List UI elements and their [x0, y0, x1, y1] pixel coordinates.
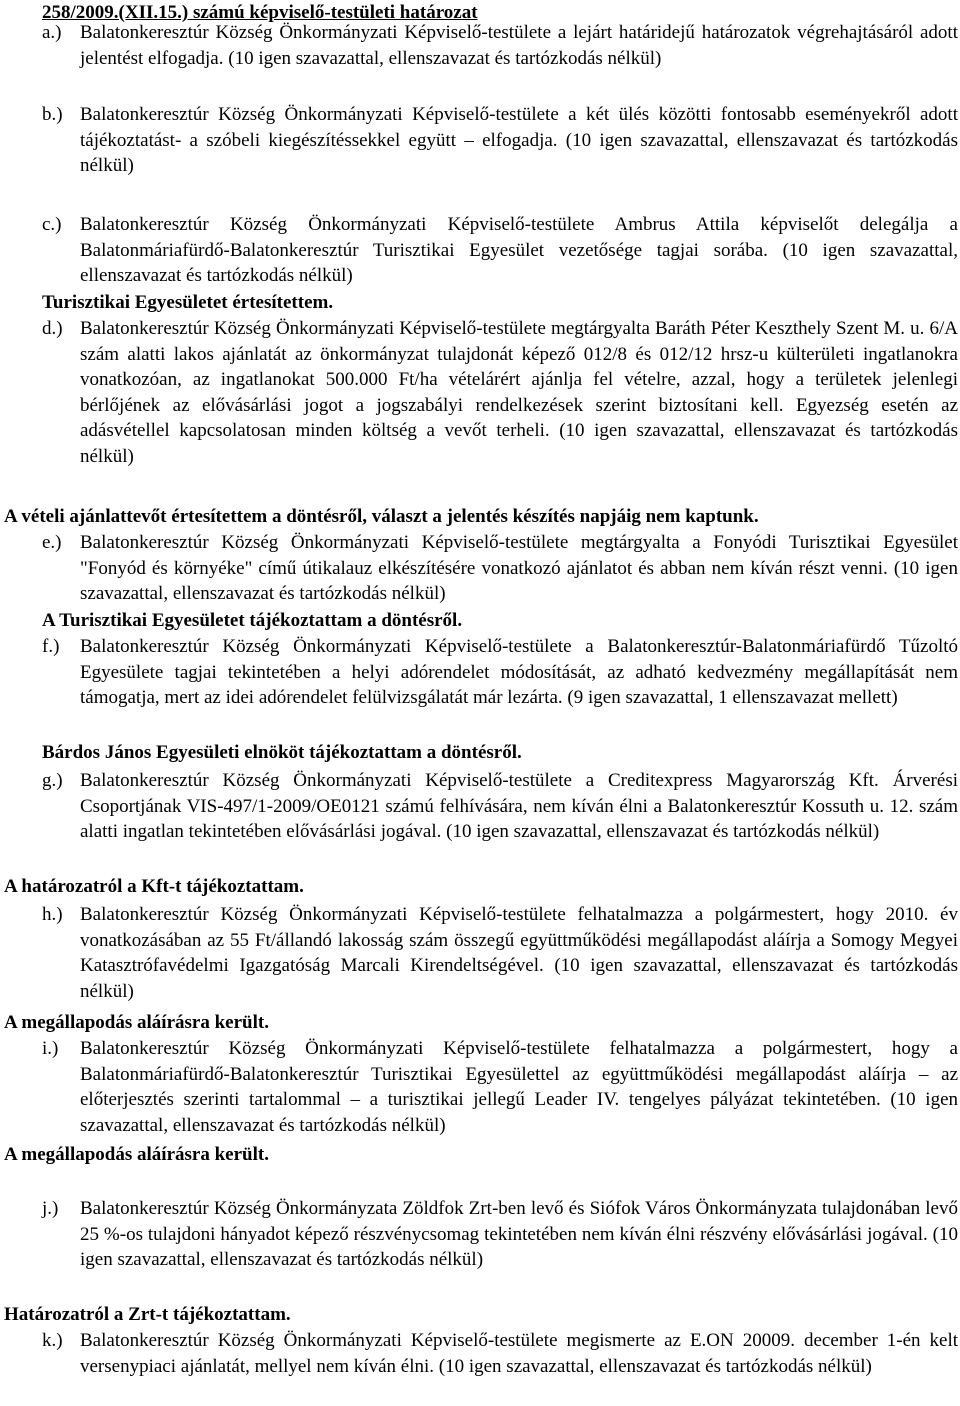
- item-label: h.): [42, 904, 63, 925]
- item-label: j.): [42, 1198, 59, 1219]
- action-note-j: Határozatról a Zrt-t tájékoztattam.: [4, 1304, 291, 1325]
- resolution-item-h: [42, 902, 958, 1004]
- item-label: a.): [42, 22, 62, 43]
- resolution-item-d: [42, 316, 958, 469]
- item-text: Balatonkeresztúr Község Önkormányzati Képviselő-testülete felhatalmazza a polgármestert, hogy a Balatonmáriafürdő-Balatonkeresztúr Turisztikai Egyesülettel az együttműködési megállapodást aláírja – az előterjesztés szerinti tartalommal – a turisztikai jellegű Leader IV. tengelyes pályázat tekintetében. (10 igen szavazattal, ellenszavazat és tartózkodás nélkül): [80, 1038, 958, 1136]
- action-note-h: A megállapodás aláírásra került.: [4, 1012, 269, 1033]
- resolution-item-f: [42, 634, 958, 711]
- item-text: Balatonkeresztúr Község Önkormányzati Képviselő-testülete megismerte az E.ON 20009. december 1-én kelt versenypiaci ajánlatát, mellyel nem kíván élni. (10 igen szavazattal, ellenszavazat és tartózkodás nélkül): [80, 1330, 958, 1377]
- action-note-f: Bárdos János Egyesületi elnököt tájékoztattam a döntésről.: [42, 742, 522, 763]
- item-label: g.): [42, 770, 63, 791]
- resolution-item-e: [42, 530, 958, 607]
- action-note-e: A Turisztikai Egyesületet tájékoztattam a döntésről.: [42, 610, 463, 631]
- item-text: Balatonkeresztúr Község Önkormányzati Képviselő-testülete a lejárt határidejű határozatok végrehajtásáról adott jelentést elfogadja. (10 igen szavazattal, ellenszavazat és tartózkodás nélkül): [80, 22, 958, 69]
- action-note-i: A megállapodás aláírásra került.: [4, 1144, 269, 1165]
- item-text: Balatonkeresztúr Község Önkormányzati Képviselő-testülete a két ülés közötti fontosabb eseményekről adott tájékoztatást- a szóbeli kiegészítéssekkel együtt – elfogadja. (10 igen szavazattal, ellenszavazat és tartózkodás nélkül): [80, 104, 958, 176]
- item-label: d.): [42, 318, 63, 339]
- action-note-c: Turisztikai Egyesületet értesítettem.: [42, 292, 334, 313]
- item-label: k.): [42, 1330, 63, 1351]
- item-text: Balatonkeresztúr Község Önkormányzati Képviselő-testülete felhatalmazza a polgármestert, hogy 2010. év vonatkozásában az 55 Ft/állandó lakosság szám összegű együttműködési megállapodást aláírja a Somogy Megyei Katasztrófavédelmi Igazgatóság Marcali Kirendeltségével. (10 igen szavazattal, ellenszavazat és tartózkodás nélkül): [80, 904, 958, 1002]
- item-text: Balatonkeresztúr Község Önkormányzati Képviselő-testülete a Creditexpress Magyarország Kft. Árverési Csoportjának VIS-497/1-2009/OE0121 számú felhívására, nem kíván élni a Balatonkeresztúr Kossuth u. 12. szám alatti ingatlan tekintetében elővásárlási jogával. (10 igen szavazattal, ellenszavazat és tartózkodás nélkül): [80, 770, 958, 842]
- item-text: Balatonkeresztúr Község Önkormányzati Képviselő-testülete Ambrus Attila képviselőt delegálja a Balatonmáriafürdő-Balatonkeresztúr Turisztikai Egyesület vezetősége tagjai sorába. (10 igen szavazattal, ellenszavazat és tartózkodás nélkül): [80, 214, 958, 286]
- resolution-item-i: [42, 1036, 958, 1138]
- action-note-d: A vételi ajánlattevőt értesítettem a döntésről, választ a jelentés készítés napjáig nem kaptunk.: [4, 506, 759, 527]
- resolution-item-g: [42, 768, 958, 845]
- resolution-item-b: [42, 102, 958, 179]
- item-text: Balatonkeresztúr Község Önkormányzata Zöldfok Zrt-ben levő és Siófok Város Önkormányzata tulajdonában levő 25 %-os tulajdoni hányadot képező részvénycsomag tekintetében nem kíván élni részvény elővásárlási jogával. (10 igen szavazattal, ellenszavazat és tartózkodás nélkül): [80, 1198, 958, 1270]
- action-note-g: A határozatról a Kft-t tájékoztattam.: [4, 876, 304, 897]
- item-text: Balatonkeresztúr Község Önkormányzati Képviselő-testülete megtárgyalta a Fonyódi Turisztikai Egyesület "Fonyód és környéke" című útikalauz elkészítésére vonatkozó ajánlatot és abban nem kíván részt venni. (10 igen szavazattal, ellenszavazat és tartózkodás nélkül): [80, 532, 958, 604]
- page-title: 258/2009.(XII.15.) számú képviselő-testületi határozat: [42, 2, 478, 23]
- item-label: c.): [42, 214, 62, 235]
- item-text: Balatonkeresztúr Község Önkormányzati Képviselő-testülete megtárgyalta Baráth Péter Keszthely Szent M. u. 6/A szám alatti lakos ajánlatát az önkormányzat tulajdonát képező 012/8 és 012/12 hrsz-u külterületi ingatlanokra vonatkozóan, az ingatlanokat 500.000 Ft/ha vételárért ajánlja fel vételre, azzal, hogy a területek jelenlegi bérlőjének az elővásárlási jogot a jogszabályi rendelkezések szerint biztosítani kell. Egyezség esetén az adásvétellel kapcsolatosan minden költség a vevőt terheli. (10 igen szavazattal, ellenszavazat és tartózkodás nélkül): [80, 318, 958, 467]
- item-label: f.): [42, 636, 60, 657]
- resolution-item-c: [42, 212, 958, 289]
- item-label: e.): [42, 532, 62, 553]
- item-text: Balatonkeresztúr Község Önkormányzati Képviselő-testülete a Balatonkeresztúr-Balatonmáriafürdő Tűzoltó Egyesülete tagjai tekintetében a helyi adórendelet módosítását, az adható kedvezmény megállapítását nem támogatja, mert az idei adórendelet felülvizsgálatát már lezárta. (9 igen szavazattal, 1 ellenszavazat mellett): [80, 636, 958, 708]
- resolution-item-k: [42, 1328, 958, 1379]
- resolution-item-a: [42, 20, 958, 71]
- resolution-item-j: [42, 1196, 958, 1273]
- item-label: i.): [42, 1038, 59, 1059]
- item-label: b.): [42, 104, 63, 125]
